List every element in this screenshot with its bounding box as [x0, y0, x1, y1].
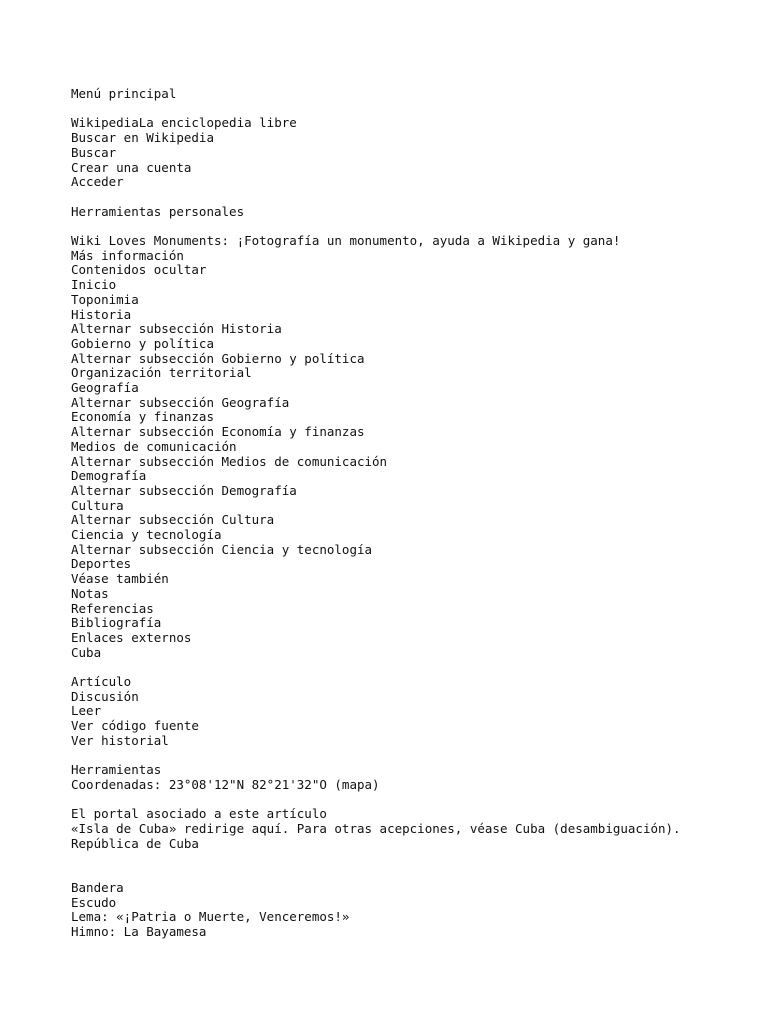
toc-toggle-economia[interactable]: Alternar subsección Economía y finanzas — [71, 424, 365, 440]
anthem-text: Himno: La Bayamesa — [71, 923, 207, 939]
toc-item-medios[interactable]: Medios de comunicación — [71, 438, 237, 454]
wiki-loves-monuments-banner[interactable]: Wiki Loves Monuments: ¡Fotografía un monumento, ayuda a Wikipedia y gana! — [71, 232, 621, 248]
search-input[interactable]: Buscar en Wikipedia — [71, 130, 214, 146]
tab-view-source[interactable]: Ver código fuente — [71, 718, 199, 734]
tab-view-history[interactable]: Ver historial — [71, 732, 169, 748]
toc-item-notas[interactable]: Notas — [71, 585, 109, 601]
more-info-link[interactable]: Más información — [71, 247, 184, 263]
toc-item-gobierno[interactable]: Gobierno y política — [71, 335, 214, 351]
infobox-title: República de Cuba — [71, 835, 199, 851]
toc-item-ciencia[interactable]: Ciencia y tecnología — [71, 527, 222, 543]
toc-item-economia[interactable]: Economía y finanzas — [71, 409, 214, 425]
spacer — [71, 102, 751, 117]
toc-item-vease-tambien[interactable]: Véase también — [71, 571, 169, 587]
toc-toggle-historia[interactable]: Alternar subsección Historia — [71, 321, 282, 337]
toc-toggle-geografia[interactable]: Alternar subsección Geografía — [71, 394, 290, 410]
spacer — [71, 660, 751, 675]
tools-button[interactable]: Herramientas — [71, 762, 162, 778]
spacer — [71, 793, 751, 808]
toc-item-enlaces-externos[interactable]: Enlaces externos — [71, 629, 192, 645]
spacer — [71, 851, 751, 880]
motto-text: Lema: «¡Patria o Muerte, Venceremos!» — [71, 909, 350, 925]
toc-toggle-ciencia[interactable]: Alternar subsección Ciencia y tecnología — [71, 541, 373, 557]
toc-item-cultura[interactable]: Cultura — [71, 497, 124, 513]
create-account-link[interactable]: Crear una cuenta — [71, 159, 192, 175]
page-content — [71, 87, 751, 940]
tab-talk[interactable]: Discusión — [71, 688, 139, 704]
spacer — [71, 190, 751, 205]
tab-article[interactable]: Artículo — [71, 674, 132, 690]
toc-item-referencias[interactable]: Referencias — [71, 600, 154, 616]
toc-toggle-medios[interactable]: Alternar subsección Medios de comunicación — [71, 453, 388, 469]
spacer — [71, 749, 751, 764]
hatnote: «Isla de Cuba» redirige aquí. Para otras acepciones, véase Cuba (desambiguación). — [71, 821, 681, 837]
main-menu-button[interactable]: Menú principal — [71, 86, 177, 101]
toc-toggle-cultura[interactable]: Alternar subsección Cultura — [71, 512, 275, 528]
toc-item-organizacion[interactable]: Organización territorial — [71, 365, 252, 381]
search-button[interactable]: Buscar — [71, 144, 117, 160]
page-title-heading: Cuba — [71, 644, 102, 660]
spacer — [71, 219, 751, 234]
toc-item-deportes[interactable]: Deportes — [71, 556, 132, 572]
toc-toggle-button[interactable]: Contenidos ocultar — [71, 262, 207, 278]
toc-item-toponimia[interactable]: Toponimia — [71, 291, 139, 307]
toc-toggle-gobierno[interactable]: Alternar subsección Gobierno y política — [71, 350, 365, 366]
personal-tools-button[interactable]: Herramientas personales — [71, 203, 245, 219]
toc-toggle-demografia[interactable]: Alternar subsección Demografía — [71, 482, 297, 498]
toc-item-geografia[interactable]: Geografía — [71, 380, 139, 396]
login-link[interactable]: Acceder — [71, 174, 124, 190]
toc-item-demografia[interactable]: Demografía — [71, 468, 147, 484]
toc-item-historia[interactable]: Historia — [71, 306, 132, 322]
coat-of-arms-link[interactable]: Escudo — [71, 894, 117, 910]
coordinates-link[interactable]: Coordenadas: 23°08'12"N 82°21'32"O (mapa) — [71, 776, 380, 792]
portal-note[interactable]: El portal asociado a este artículo — [71, 806, 327, 822]
toc-item-inicio[interactable]: Inicio — [71, 277, 117, 293]
toc-item-bibliografia[interactable]: Bibliografía — [71, 615, 162, 631]
tab-read[interactable]: Leer — [71, 703, 102, 719]
wikipedia-logo-link[interactable]: WikipediaLa enciclopedia libre — [71, 115, 297, 131]
flag-link[interactable]: Bandera — [71, 879, 124, 895]
